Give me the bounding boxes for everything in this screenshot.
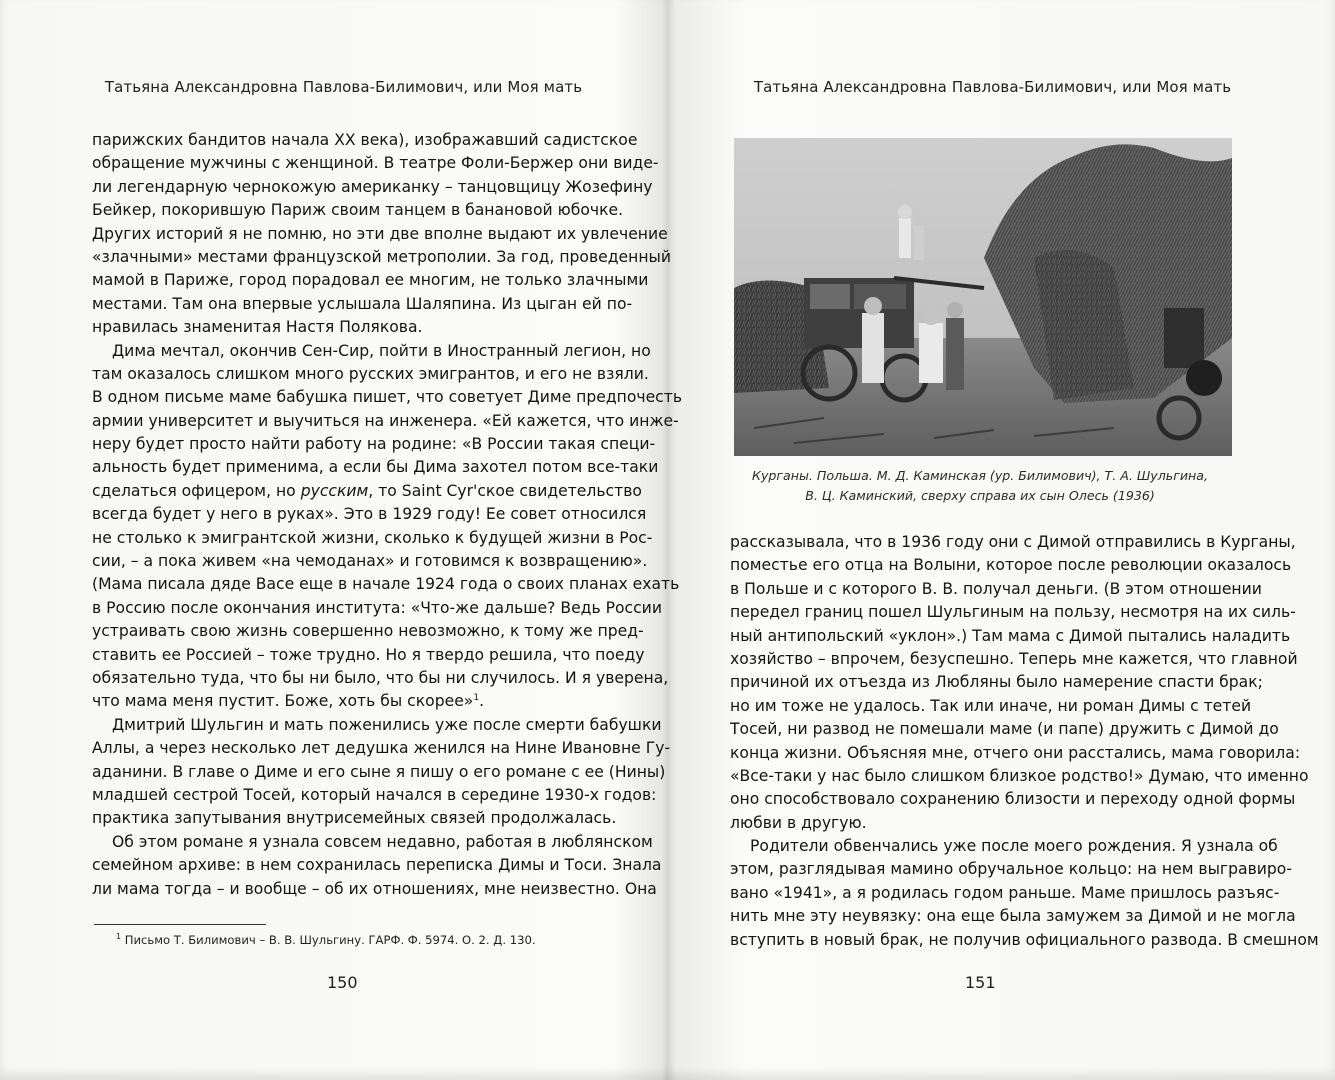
text-line: неру будет просто найти работу на родине: «В России такая специ- bbox=[92, 435, 656, 454]
text-line: обращение мужчины с женщиной. В театре Фоли-Бержер они виде- bbox=[92, 154, 659, 173]
text-line: ли мама тогда – и вообще – об их отношениях, мне неизвестно. Она bbox=[92, 879, 657, 898]
text-line: младшей сестрой Тосей, который начался в середине 1930-х годов: bbox=[92, 785, 657, 804]
text-line: нить мне эту неувязку: она еще была замужем за Димой и не могла bbox=[730, 907, 1296, 926]
text-line: устраивать свою жизнь совершенно невозможно, к тому же пред- bbox=[92, 622, 644, 641]
text-line: оно способствовало сохранению близости и переходу одной формы bbox=[730, 790, 1296, 809]
text-line: но им тоже не удалось. Так или иначе, ни роман Димы с тетей bbox=[730, 696, 1252, 715]
right-page bbox=[668, 0, 1335, 1080]
text-line: (Мама писала дяде Васе еще в начале 1924 года о своих планах ехать bbox=[92, 575, 680, 594]
running-head: Татьяна Александровна Павлова-Билимович, или Моя мать bbox=[753, 78, 1232, 96]
text-line: сии, – а пока живем «на чемоданах» и готовимся к возвращению». bbox=[92, 552, 648, 571]
text-line: причиной их отъезда из Любляны было намерение спасти брак; bbox=[730, 673, 1263, 692]
text-line: Тосей, ни развод не помешали маме (и папе) дружить с Димой до bbox=[730, 720, 1279, 739]
text-line: передел границ пошел Шульгиным на пользу, несмотря на их силь- bbox=[730, 603, 1296, 622]
text-line: не столько к эмигрантской жизни, сколько к будущей жизни в Рос- bbox=[92, 528, 653, 547]
text-line: там оказалось слишком много русских эмигрантов, и его не взяли. bbox=[92, 364, 649, 383]
text-line: в Польше и с которого В. В. получал деньги. (В этом отношении bbox=[730, 579, 1262, 598]
text-line: всегда будет у него в руках». Это в 1929 году! Ее совет относился bbox=[92, 505, 647, 524]
text-run: . bbox=[479, 692, 485, 711]
text-line: поместье его отца на Волыни, которое после революции оказалось bbox=[730, 556, 1292, 575]
historical-photo bbox=[734, 138, 1232, 456]
footnote-ref: 1 bbox=[473, 693, 480, 704]
italic-word: русским bbox=[300, 481, 369, 500]
text-line: конца жизни. Объясняя мне, отчего они расстались, мама говорила: bbox=[730, 743, 1301, 762]
page-number: 150 bbox=[327, 973, 358, 992]
text-line: Бейкер, покорившую Париж своим танцем в банановой юбочке. bbox=[92, 201, 624, 220]
text-line: армии университет и выучиться на инженера. «Ей кажется, что инже- bbox=[92, 411, 679, 430]
text-line: Дима мечтал, окончив Сен-Сир, пойти в Иностранный легион, но bbox=[112, 341, 651, 360]
page-number: 151 bbox=[965, 973, 996, 992]
text-line: Об этом романе я узнала совсем недавно, работая в люблянском bbox=[112, 832, 653, 851]
footnote-number: 1 bbox=[116, 932, 122, 942]
text-line: этом, разглядывая мамино обручальное кольцо: на нем выгравиро- bbox=[730, 860, 1292, 879]
text-line: альность будет применима, а если бы Дима захотел потом все-таки bbox=[92, 458, 659, 477]
text-run: сделаться офицером, но bbox=[92, 481, 296, 500]
body-text bbox=[92, 129, 683, 901]
photo-caption bbox=[710, 466, 1250, 506]
text-line: местами. Там она впервые услышала Шаляпина. Из цыган ей по- bbox=[92, 294, 633, 313]
text-line: в Россию после окончания института: «Что-же дальше? Ведь России bbox=[92, 598, 662, 617]
text-line: «злачными» местами французской метрополии. За год, проведенный bbox=[92, 247, 671, 266]
caption-line: Курганы. Польша. М. Д. Каминская (ур. Билимович), Т. А. Шульгина, bbox=[752, 468, 1208, 483]
caption-line: В. Ц. Каминский, сверху справа их сын Олесь (1936) bbox=[805, 488, 1155, 503]
text-line: Аллы, а через несколько лет дедушка женился на Нине Ивановне Гу- bbox=[92, 739, 671, 758]
text-line-with-footnote bbox=[92, 690, 592, 713]
text-line: рассказывала, что в 1936 году они с Димой отправились в Курганы, bbox=[730, 533, 1296, 551]
text-line-mixed bbox=[92, 480, 642, 503]
text-line: вступить в новый брак, не получив официального развода. В смешном bbox=[730, 930, 1319, 949]
text-line: парижских бандитов начала XX века), изображавший садистское bbox=[92, 131, 638, 149]
running-head: Татьяна Александровна Павлова-Билимович, или Моя мать bbox=[104, 78, 583, 96]
text-line: мамой в Париже, город порадовал ее многим, не только злачными bbox=[92, 271, 649, 290]
text-line: любви в другую. bbox=[730, 813, 867, 832]
text-line: ли легендарную чернокожую американку – танцовщицу Жозефину bbox=[92, 177, 653, 196]
text-line: ный антипольский «уклон».) Там мама с Димой пытались наладить bbox=[730, 626, 1291, 645]
text-line: практика запутывания внутрисемейных связей продолжалась. bbox=[92, 809, 617, 828]
footnote-rule bbox=[94, 924, 266, 925]
text-line: Других историй я не помню, но эти две вполне выдают их увлечение bbox=[92, 224, 668, 243]
text-run: , то Saint Cyr'ское свидетельство bbox=[368, 481, 642, 500]
text-line: Родители обвенчались уже после моего рождения. Я узнала об bbox=[750, 837, 1278, 856]
text-line: вано «1941», а я родилась годом раньше. Маме пришлось разъяс- bbox=[730, 883, 1280, 902]
footnote-text: Письмо Т. Билимович – В. В. Шульгину. ГАРФ. Ф. 5974. О. 2. Д. 130. bbox=[124, 933, 536, 947]
text-line: В одном письме маме бабушка пишет, что советует Диме предпочесть bbox=[92, 388, 683, 407]
text-line: хозяйство – впрочем, безуспешно. Теперь мне кажется, что главной bbox=[730, 649, 1298, 668]
photo-image bbox=[734, 138, 1232, 456]
text-line: «Все-таки у нас было слишком близкое родство!» Думаю, что именно bbox=[730, 766, 1309, 785]
text-line: Дмитрий Шульгин и мать поженились уже после смерти бабушки bbox=[112, 715, 662, 734]
footnote bbox=[116, 933, 536, 947]
text-line: обязательно туда, что бы ни было, что бы ни случилось. И я уверена, bbox=[92, 668, 669, 687]
body-text bbox=[730, 531, 1319, 952]
text-run: что мама меня пустит. Боже, хоть бы скорее» bbox=[92, 692, 474, 711]
text-line: аданини. В главе о Диме и его сыне я пишу о его романе с ее (Нины) bbox=[92, 762, 666, 781]
text-line: семейном архиве: в нем сохранилась переписка Димы и Тоси. Знала bbox=[92, 856, 662, 875]
text-line: ставить ее Россией – тоже трудно. Но я твердо решила, что поеду bbox=[92, 645, 645, 664]
text-line: нравилась знаменитая Настя Полякова. bbox=[92, 318, 423, 337]
